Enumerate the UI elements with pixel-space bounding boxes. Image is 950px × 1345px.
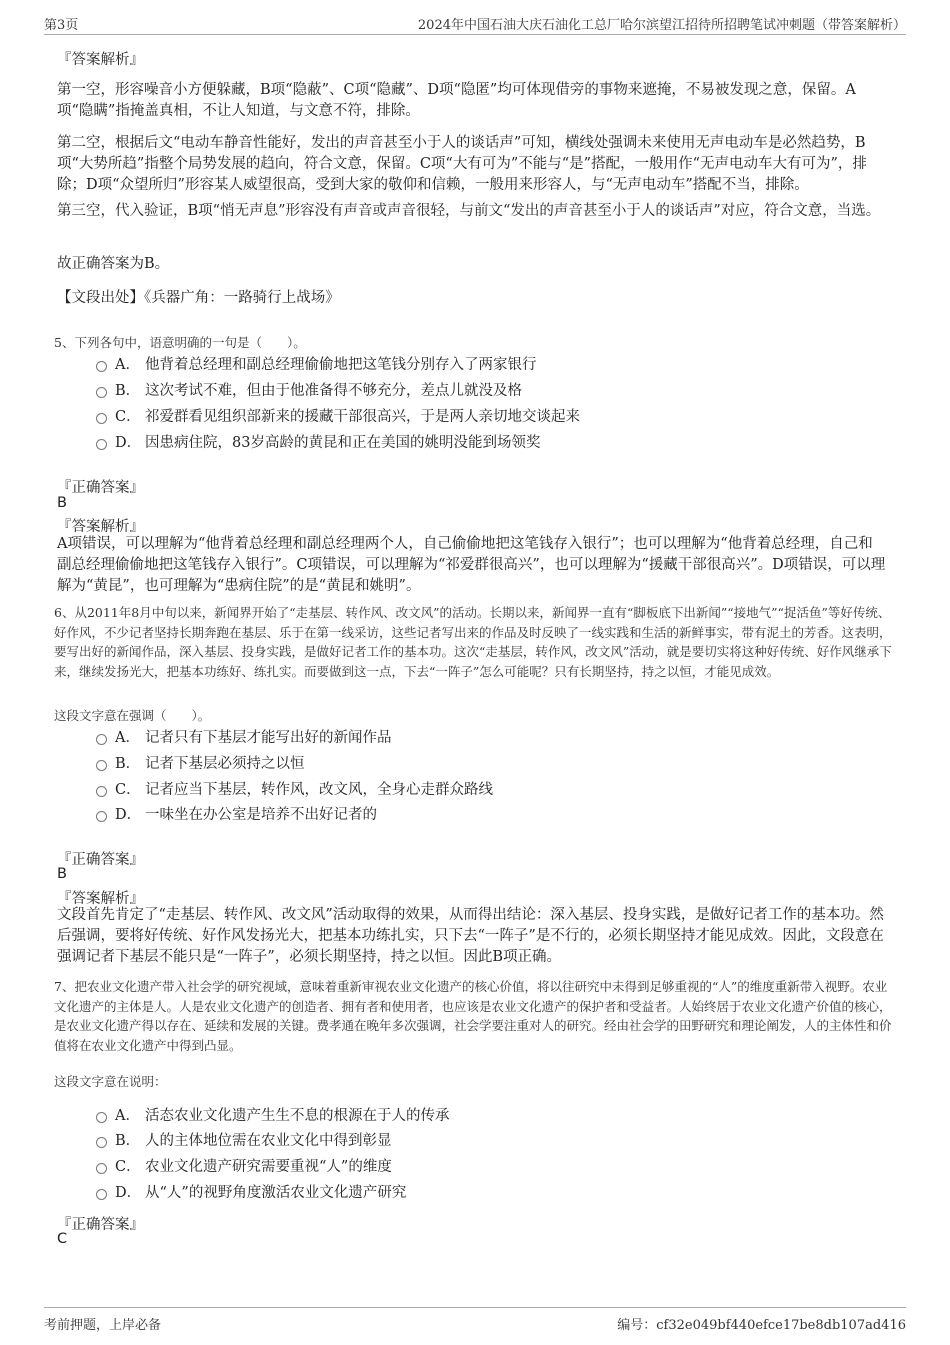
page-footer	[44, 1307, 906, 1334]
question-7-option-c[interactable]: C． 农业文化遗产研究需要重视“人”的维度	[96, 1156, 392, 1178]
analysis-paragraph-3: 第三空，代入验证，B项“悄无声息”形容没有声音或声音很轻，与前文“发出的声音甚至小于人的谈话声”对应，符合文意，当选。	[57, 203, 881, 219]
question-7-stem: 7、把农业文化遗产带入社会学的研究视域，意味着重新审视农业文化遗产的核心价值，将以往研究中未得到足够重视的“人”的维度重新带入视野。农业文化遗产的主体是人。人是农业文化遗产的创造者、拥有者和使用者，也应该是农业文化遗产的保护者和受益者。人始终居于农业文化遗产价值的核心，是农业文化遗产得以存在、延续和发展的关键。费孝通在晚年多次强调，社会学要注重对人的研究。经由社会学的田野研究和理论阐发，人的主体性和价值将在农业文化遗产中得到凸显。	[54, 979, 892, 1053]
analysis-paragraph-1: 第一空，形容噪音小方便躲藏，B项“隐蔽”、C项“隐藏”、D项“隐匿”均可体现借旁的事物来遮掩，不易被发现之意，保留。A项“隐瞒”指掩盖真相，不让人知道，与文意不符，排除。	[57, 82, 856, 119]
analysis-label: 『答案解析』	[57, 52, 144, 68]
question-7-answer: C	[57, 1231, 68, 1247]
question-6-option-c[interactable]: C． 记者应当下基层，转作风，改文风，全身心走群众路线	[96, 779, 493, 801]
question-6-analysis-label: 『答案解析』	[57, 891, 144, 907]
question-6-option-b[interactable]: B． 记者下基层必须持之以恒	[96, 753, 305, 775]
question-7-answer-label: 『正确答案』	[57, 1217, 144, 1233]
radio-icon[interactable]	[96, 1189, 107, 1200]
question-6-option-d[interactable]: D． 一味坐在办公室是培养不出好记者的	[96, 804, 377, 826]
radio-icon[interactable]	[96, 387, 107, 398]
question-5-option-a[interactable]: A． 他背着总经理和副总经理偷偷地把这笔钱分别存入了两家银行	[96, 354, 537, 376]
radio-icon[interactable]	[96, 361, 107, 372]
question-5-analysis-label: 『答案解析』	[57, 519, 144, 535]
question-7-prompt: 这段文字意在说明：	[54, 1074, 167, 1089]
radio-icon[interactable]	[96, 811, 107, 822]
question-5-analysis: A项错误，可以理解为“他背着总经理和副总经理两个人，自己偷偷地把这笔钱存入银行”；也可以理解为“他背着总经理，自己和副总经理偷偷地把这笔钱存入银行”。C项错误，可以理解为“祁爱群很高兴”，也可以理解为“援藏干部很高兴”。D项错误，可以理解为“黄昆”，也可理解为“患病住院”的是“黄昆和姚明”。	[57, 536, 886, 594]
source-note: 【文段出处】《兵器广角：一路骑行上战场》	[57, 290, 340, 306]
question-7-option-d[interactable]: D． 从“人”的视野角度激活农业文化遗产研究	[96, 1182, 406, 1204]
document-title: 2024年中国石油大庆石油化工总厂哈尔滨望江招待所招聘笔试冲刺题（带答案解析）	[417, 18, 906, 33]
question-5-answer: B	[57, 495, 67, 511]
question-6-prompt: 这段文字意在强调（ ）。	[54, 708, 211, 723]
question-5-option-b[interactable]: B． 这次考试不难，但由于他准备得不够充分，差点儿就没及格	[96, 380, 522, 402]
question-5-option-d[interactable]: D． 因患病住院，83岁高龄的黄昆和正在美国的姚明没能到场领奖	[96, 432, 540, 454]
radio-icon[interactable]	[96, 734, 107, 745]
question-6-analysis: 文段首先肯定了“走基层、转作风、改文风”活动取得的效果，从而得出结论：深入基层、投身实践，是做好记者工作的基本功。然后强调，要将好传统、好作风发扬光大，把基本功练扎实，只下去“一阵子”是不行的，必须长期坚持才能见成效。因此，文段意在强调记者下基层不能只是“一阵子”，必须长期坚持，持之以恒。因此B项正确。	[57, 907, 884, 965]
document-id: 编号：cf32e049bf440efce17be8db107ad416	[617, 1318, 906, 1333]
page-number: 第3页	[44, 18, 79, 33]
analysis-paragraph-2: 第二空，根据后文“电动车静音性能好，发出的声音甚至小于人的谈话声”可知，横线处强调未来使用无声电动车是必然趋势，B项“大势所趋”指整个局势发展的趋向，符合文意，保留。C项“大有可为”不能与“是”搭配，一般用作“无声电动车大有可为”，排除；D项“众望所归”形容某人威望很高，受到大家的敬仰和信赖，一般用来形容人，与“无声电动车”搭配不当，排除。	[57, 135, 867, 193]
question-6-stem: 6、从2011年8月中旬以来，新闻界开始了“走基层、转作风、改文风”的活动。长期以来，新闻界一直有“脚板底下出新闻”“接地气”“捉活鱼”等好传统、好作风，不少记者坚持长期奔跑在基层、乐于在第一线采访，这些记者写出来的作品及时反映了一线实践和生活的新鲜事实，带有泥土的芳香。这表明，要写出好的新闻作品，深入基层、投身实践，是做好记者工作的基本功。这次“走基层，转作风，改文风”活动，就是要切实将这种好传统、好作风继承下来，继续发扬光大，把基本功练好、练扎实。而要做到这一点，下去“一阵子”怎么可能呢？只有长期坚持，持之以恒，才能见成效。	[54, 605, 892, 679]
analysis-conclusion: 故正确答案为B。	[57, 256, 170, 272]
radio-icon[interactable]	[96, 1163, 107, 1174]
question-6-answer-label: 『正确答案』	[57, 852, 144, 868]
question-5-stem: 5、下列各句中，语意明确的一句是（ ）。	[54, 335, 306, 350]
radio-icon[interactable]	[96, 439, 107, 450]
question-6-answer: B	[57, 866, 67, 882]
question-7-option-b[interactable]: B． 人的主体地位需在农业文化中得到彰显	[96, 1130, 392, 1152]
question-7-option-a[interactable]: A． 活态农业文化遗产生生不息的根源在于人的传承	[96, 1105, 450, 1127]
question-5-answer-label: 『正确答案』	[57, 480, 144, 496]
footer-slogan: 考前押题，上岸必备	[44, 1318, 162, 1333]
question-6-option-a[interactable]: A． 记者只有下基层才能写出好的新闻作品	[96, 727, 392, 749]
radio-icon[interactable]	[96, 760, 107, 771]
radio-icon[interactable]	[96, 1137, 107, 1148]
radio-icon[interactable]	[96, 413, 107, 424]
page-header	[44, 10, 906, 35]
question-5-option-c[interactable]: C． 祁爱群看见组织部新来的援藏干部很高兴，于是两人亲切地交谈起来	[96, 406, 580, 428]
radio-icon[interactable]	[96, 786, 107, 797]
radio-icon[interactable]	[96, 1112, 107, 1123]
